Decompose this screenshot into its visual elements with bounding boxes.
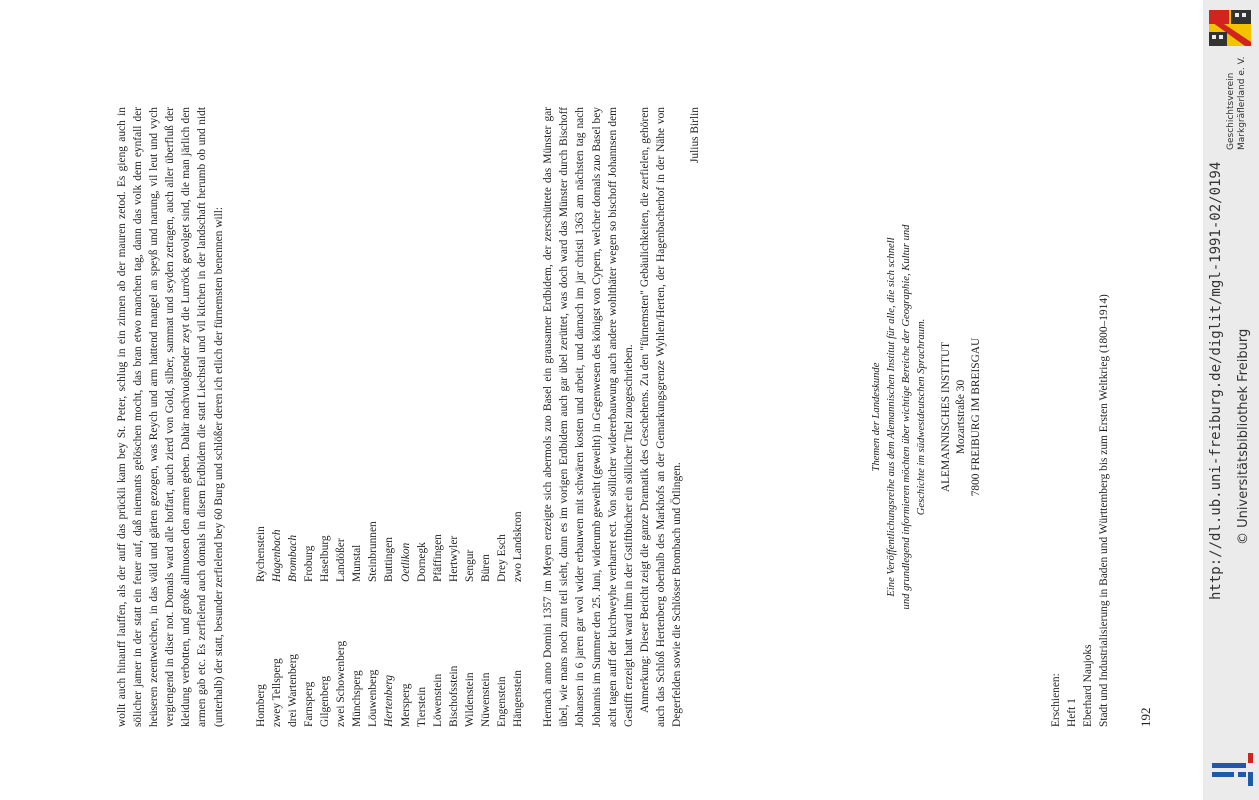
castle-name-right: Brombach	[286, 534, 299, 582]
castle-name-right: Oetlikon	[399, 542, 412, 582]
castle-name-left: Farnsperg	[302, 681, 315, 727]
castle-name-left: Nüwenstein	[479, 672, 492, 727]
series-block	[869, 107, 929, 727]
paragraph-note: Anmerkung: Dieser Bericht zeigt die ganze Dramatik des Geschehens. Zu den "fürnemsten" Gebäulichkeiten, die zerfielen, gehören auch das Schloß Hertenberg oberhalb des Markhofs an der Gemarkungsgrenze Wyhlen/Herten, der Hagenbacherhof in der Nähe von Degerfelden sowie die Schlösser Brombach und Ötlingen.	[638, 107, 683, 727]
castle-name-left: Bischofsstein	[447, 665, 460, 727]
castle-name-left: drei Wartenberg	[286, 654, 299, 727]
castle-name-right: Froburg	[302, 545, 315, 582]
copyright-text: © Universitätsbibliothek Freiburg	[1236, 328, 1251, 545]
castle-name-right: Steinbrunnen	[367, 521, 380, 582]
castle-name-left: Löuwenberg	[367, 669, 380, 727]
castle-list	[253, 107, 527, 727]
castle-name-right: Drey Esch	[496, 534, 509, 582]
castle-name-right: Rychenstein	[254, 526, 267, 582]
series-desc-2: und grundlegend informieren möchten über wichtige Bereiche der Geographie, Kultur und	[901, 224, 913, 610]
castle-name-left: Homberg	[254, 684, 267, 727]
book-title: Stadt und Industrialisierung in Baden und Württemberg bis zum Ersten Weltkrieg (1800–1914)	[1098, 294, 1111, 727]
series-desc-3: Geschichte im südwestdeutschen Sprachraum.	[916, 318, 928, 516]
page-number: 192	[1138, 707, 1154, 727]
castle-name-right: Dornegk	[415, 542, 428, 582]
castle-name-right: Büren	[479, 554, 492, 582]
castle-name-left: Löwenstein	[431, 673, 444, 727]
document-body	[114, 107, 1154, 727]
published-label: Erschienen:	[1050, 673, 1063, 727]
castle-name-left: Hängenstein	[512, 670, 525, 727]
castle-name-right: Pfäffingen	[431, 534, 444, 582]
castle-name-right: Sengur	[463, 549, 476, 582]
university-library-logo-icon	[1210, 748, 1254, 788]
castle-name-right: zwo Landskron	[512, 511, 525, 582]
series-desc-1: Eine Veröffentlichungsreihe aus dem Alemannischen Institut für alle, die sich schnell	[886, 237, 898, 597]
institute-street: Mozartstraße 30	[955, 379, 968, 455]
castle-name-left: Münchsperg	[351, 670, 364, 727]
castle-name-left: zwei Schowenberg	[335, 640, 348, 727]
castle-name-left: Tierstein	[415, 686, 428, 727]
castle-name-right: Hertwyler	[447, 535, 460, 582]
castle-name-left: Gilgenberg	[319, 675, 332, 727]
castle-name-right: Buttingen	[383, 537, 396, 582]
castle-name-left: Hertenberg	[383, 674, 396, 727]
book-author: Eberhard Naujoks	[1082, 644, 1095, 727]
publications	[1048, 107, 1112, 727]
author-signature: Julius Birlin	[689, 107, 702, 164]
castle-name-right: Haselburg	[319, 535, 332, 582]
castle-name-right: Landößer	[335, 538, 348, 582]
source-url-link[interactable]: http://dl.ub.uni-freiburg.de/diglit/mgl-1991-02/0194	[1208, 161, 1224, 600]
institute-name: ALEMANNISCHES INSTITUT	[940, 341, 953, 493]
institute-address	[939, 107, 984, 727]
castle-name-left: Wildenstein	[463, 672, 476, 727]
society-line-2: Markgräflerland e. V.	[1237, 56, 1247, 150]
society-line-1: Geschichtsverein	[1226, 72, 1236, 150]
castle-name-left: Mersperg	[399, 683, 412, 727]
castle-name-right: Munstal	[351, 544, 364, 582]
paragraph-earthquake: wollt auch hinauff lauffen, als der auff das prückli kam bey St. Peter, schlug in ein zinnen ab der mauren zetod. Es gieng auch in sölicher jamer in der statt ein feuer auf, daß niemants gelöschen mocht, das bran etwo manchen tag, dann das volk dem eynfall der heüseren zeentweichen, in das väld und gärten gezogen, was Reych und arm hattend mangel an speyß und narung, vil leut und vych vergiengend in diser not. Domals ward alle hoffart, auch zierd von Gold, silber, sammat und seyden zetragen, auch aller überfluß der kleidung verbotten, und große allmuosen den armen geben. Dahär nachvuolgender zeyt die Lurröck gevolget sind, die man järlich den armen gab etc. Es zerfielend auch domals in disem Erdbidem die statt Liechstal und vil kitchen in der landschaft herumb ob und nidt (unterhalb) der statt, besunder zerfielend bey 60 Burg und schlößer deren ich etlich der fürnemsten benennen will:	[116, 107, 225, 727]
series-title: Themen der Landeskunde	[871, 362, 883, 472]
castle-name-left: Engenstein	[496, 676, 509, 727]
castle-name-left: zwey Tellsperg	[270, 658, 283, 727]
institute-city: 7800 FREIBURG IM BREISGAU	[970, 337, 983, 497]
paragraph-1357: Hernach anno Domini 1357 im Meyen erzeigte sich abermols zuo Basel ein grausamer Erdbidem, der zerschüttete das Münster gar übel, wie mans noch zum teil sieht, dann es im vorigen Erdbidem auch gar übel zerüttet, was doch ward das Münster durch Bischoff Johansen in 6 jaren gar wol wider erbauwen mit schwären kosten und arbeit, und darnach im jar christi 1363 am nächsten tag nach Johannis im Summer den 25. Juni, widerumb geweiht (geweiht) in Gegenwesen des königst von Cypern, welcher domals zuo Basel bey acht tagen auff der kirchweyhe verharret ect. Von söllicher widererbauwung auch andere wohlthäter wegen so bischoff Johannsen dem Gestifft erzeigt hatt ward ihm in der Gstiftbücher ein söllicher Titel zuogeschrieben.	[542, 107, 635, 727]
issue-number: Heft 1	[1066, 698, 1079, 727]
castle-name-right: Hagenbach	[270, 529, 283, 582]
